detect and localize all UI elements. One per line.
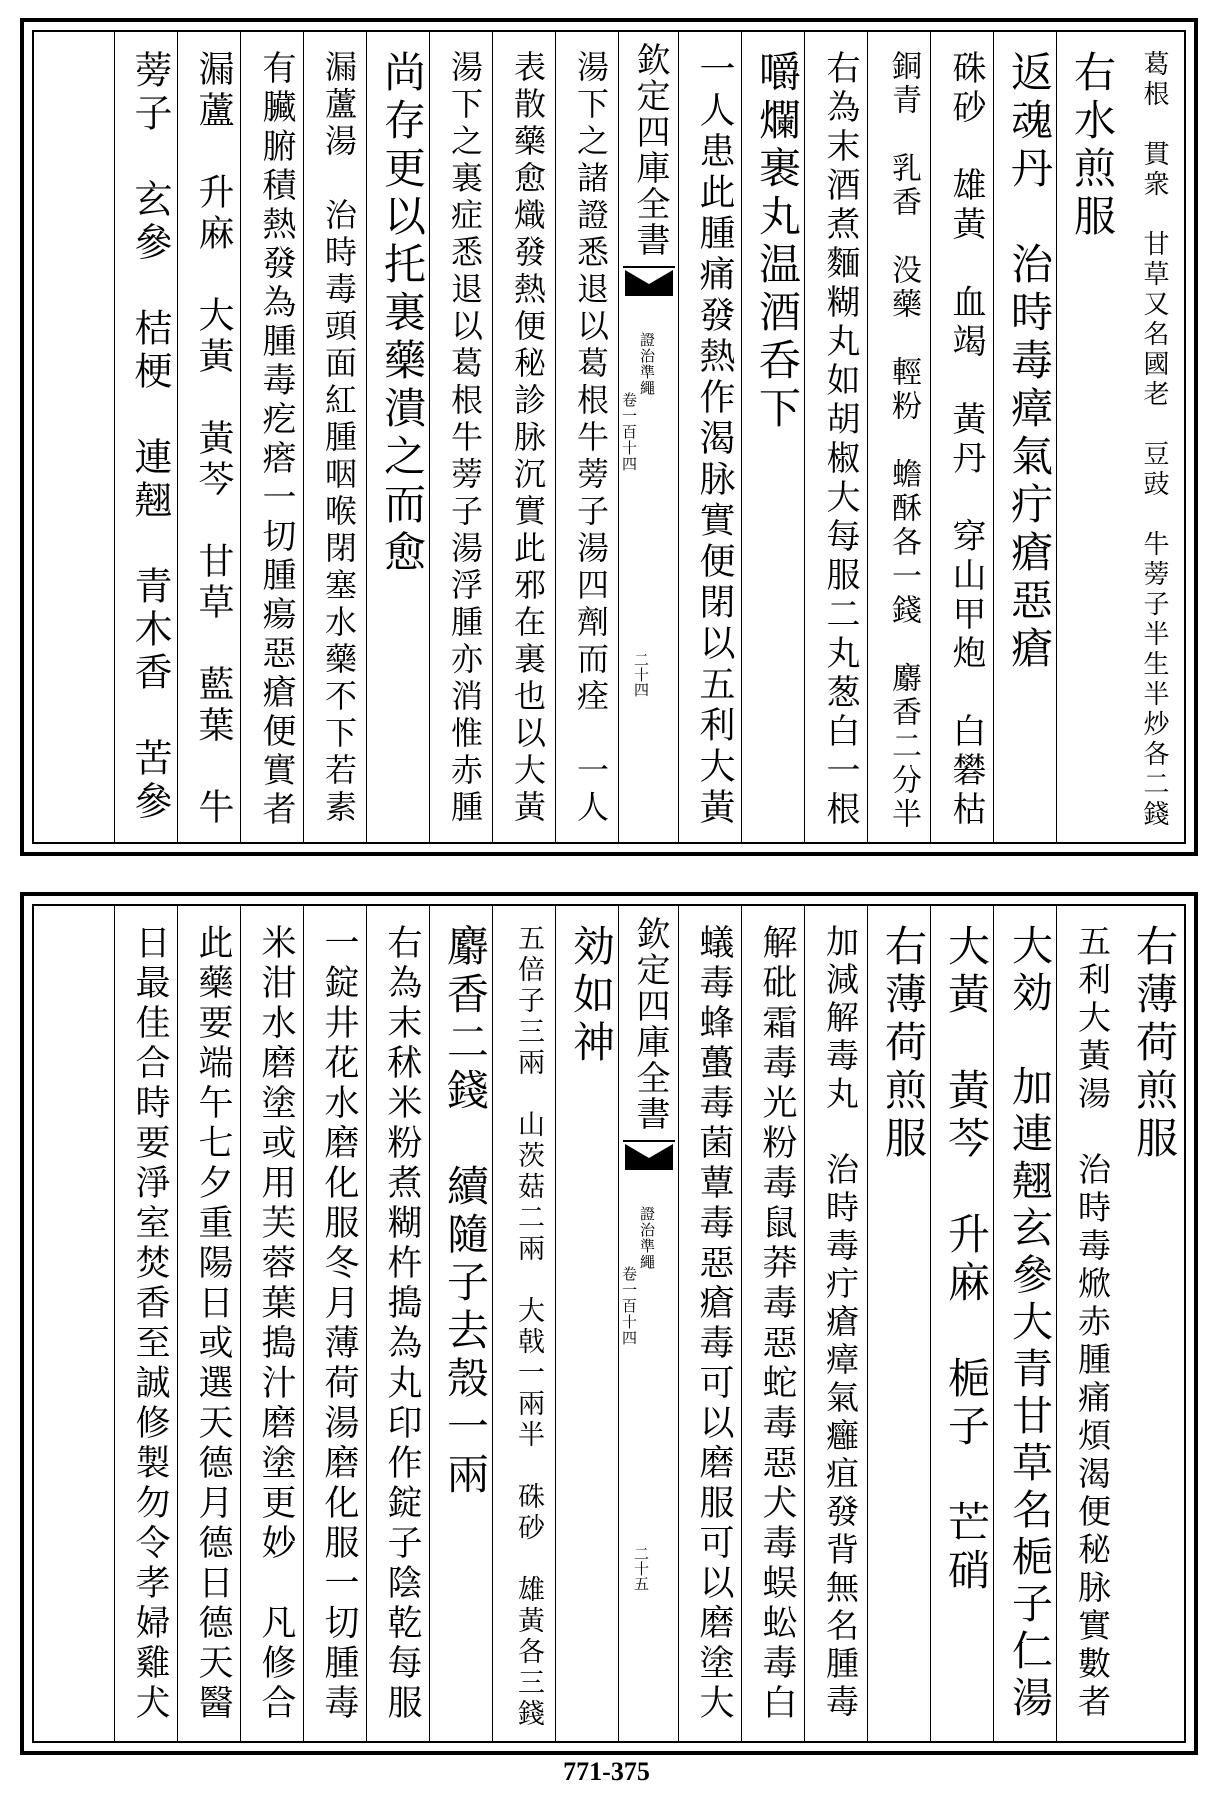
text-column: 右薄荷煎服	[1130, 924, 1179, 1164]
page-gutter	[618, 32, 679, 842]
text-column: 嚼爛裹丸温酒呑下	[741, 32, 805, 842]
bottom-page	[20, 892, 1198, 1755]
text-column: 表散藥愈熾發熱便秘診脉沉實此邪在裏也以大黃	[492, 32, 556, 842]
text-column: 米泔水磨塗或用芙蓉葉搗汁磨塗更妙 凡修合	[240, 906, 304, 1741]
text-column: 五倍子三兩 山茨菇二兩 大戟一兩半 硃砂 雄黃各三錢	[492, 906, 556, 1741]
gutter-section: 證治準繩	[638, 1206, 656, 1270]
text-column: 蟻毒蜂蠆毒菌蕈毒惡瘡毒可以磨服可以磨塗大	[678, 906, 742, 1741]
text-column: 五利大黃湯 治時毒焮赤腫痛煩渴便秘脉實數者	[1056, 906, 1120, 1741]
text-column: 右為末秫米粉煮糊杵搗為丸印作錠子陰乾每服	[366, 906, 430, 1741]
top-page	[20, 18, 1198, 856]
text-column: 湯下之裏症悉退以葛根牛蒡子湯浮腫亦消惟赤腫	[429, 32, 493, 842]
text-column: 麝香二錢 續隨子去殼一兩	[429, 906, 493, 1741]
text-column: 硃砂 雄黃 血竭 黃丹 穿山甲炮 白礬枯	[930, 32, 994, 842]
gutter-page-number: 二十四	[632, 652, 650, 697]
text-column: 右為末酒煮麵糊丸如胡椒大每服二丸葱白一根	[804, 32, 868, 842]
gutter-page-number: 二十五	[632, 1546, 650, 1591]
text-column: 湯下之諸證悉退以葛根牛蒡子湯四劑而痊 一人	[555, 32, 619, 842]
bottom-page-frame	[32, 904, 1186, 1743]
fish-tail-mark	[625, 1144, 673, 1170]
text-column: 漏蘆湯 治時毒頭面紅腫咽喉閉塞水藥不下若素	[303, 32, 367, 842]
text-column: 一人患此腫痛發熱作渴脉實便閉以五利大黃	[678, 32, 742, 842]
gutter-book-title: 欽定四庫全書	[623, 916, 675, 1142]
text-column: 有臟腑積熱發為腫毒疙瘩一切腫瘍惡瘡便實者	[240, 32, 304, 842]
text-column: 葛根 貫衆 甘草又名國老 豆豉 牛蒡子半生半炒各二錢	[1139, 50, 1169, 830]
text-column: 加減解毒丸 治時毒疔瘡瘴氣癰疽發背無名腫毒	[804, 906, 868, 1741]
text-column: 右水煎服	[1056, 32, 1120, 842]
text-column: 解砒霜毒光粉毒鼠莽毒惡蛇毒惡犬毒蜈蚣毒白	[741, 906, 805, 1741]
fish-tail-mark	[625, 270, 673, 296]
text-column: 一錠井花水磨化服冬月薄荷湯磨化服一切腫毒	[303, 906, 367, 1741]
text-column: 返魂丹 治時毒瘴氣疔瘡惡瘡	[993, 32, 1057, 842]
text-column: 尚存更以托裏藥潰之而愈	[366, 32, 430, 842]
gutter-volume: 卷一百十四	[620, 1266, 638, 1346]
page-footer-number: 771-375	[563, 1757, 650, 1786]
text-column: 此藥要端午七夕重陽日或選天德月德日德天醫	[177, 906, 241, 1741]
text-column: 銅青 乳香 没藥 輕粉 蟾酥各一錢 麝香二分半	[867, 32, 931, 842]
text-column: 大黃 黃芩 升麻 梔子 芒硝	[930, 906, 994, 1741]
text-column: 大効 加連翹玄參大青甘草名梔子仁湯	[993, 906, 1057, 1741]
gutter-volume: 卷一百十四	[620, 392, 638, 472]
text-column: 効如神	[555, 906, 619, 1741]
text-column: 蒡子 玄參 桔梗 連翹 青木香 苦參	[114, 32, 178, 842]
text-column: 漏蘆 升麻 大黃 黃芩 甘草 藍葉 牛	[177, 32, 241, 842]
top-page-frame	[32, 30, 1186, 844]
gutter-book-title: 欽定四庫全書	[623, 42, 675, 268]
gutter-section: 證治準繩	[638, 332, 656, 396]
text-column: 右薄荷煎服	[867, 906, 931, 1741]
page-gutter	[618, 906, 679, 1741]
text-column: 日最佳合時要淨室焚香至誠修製勿令孝婦雞犬	[114, 906, 178, 1741]
